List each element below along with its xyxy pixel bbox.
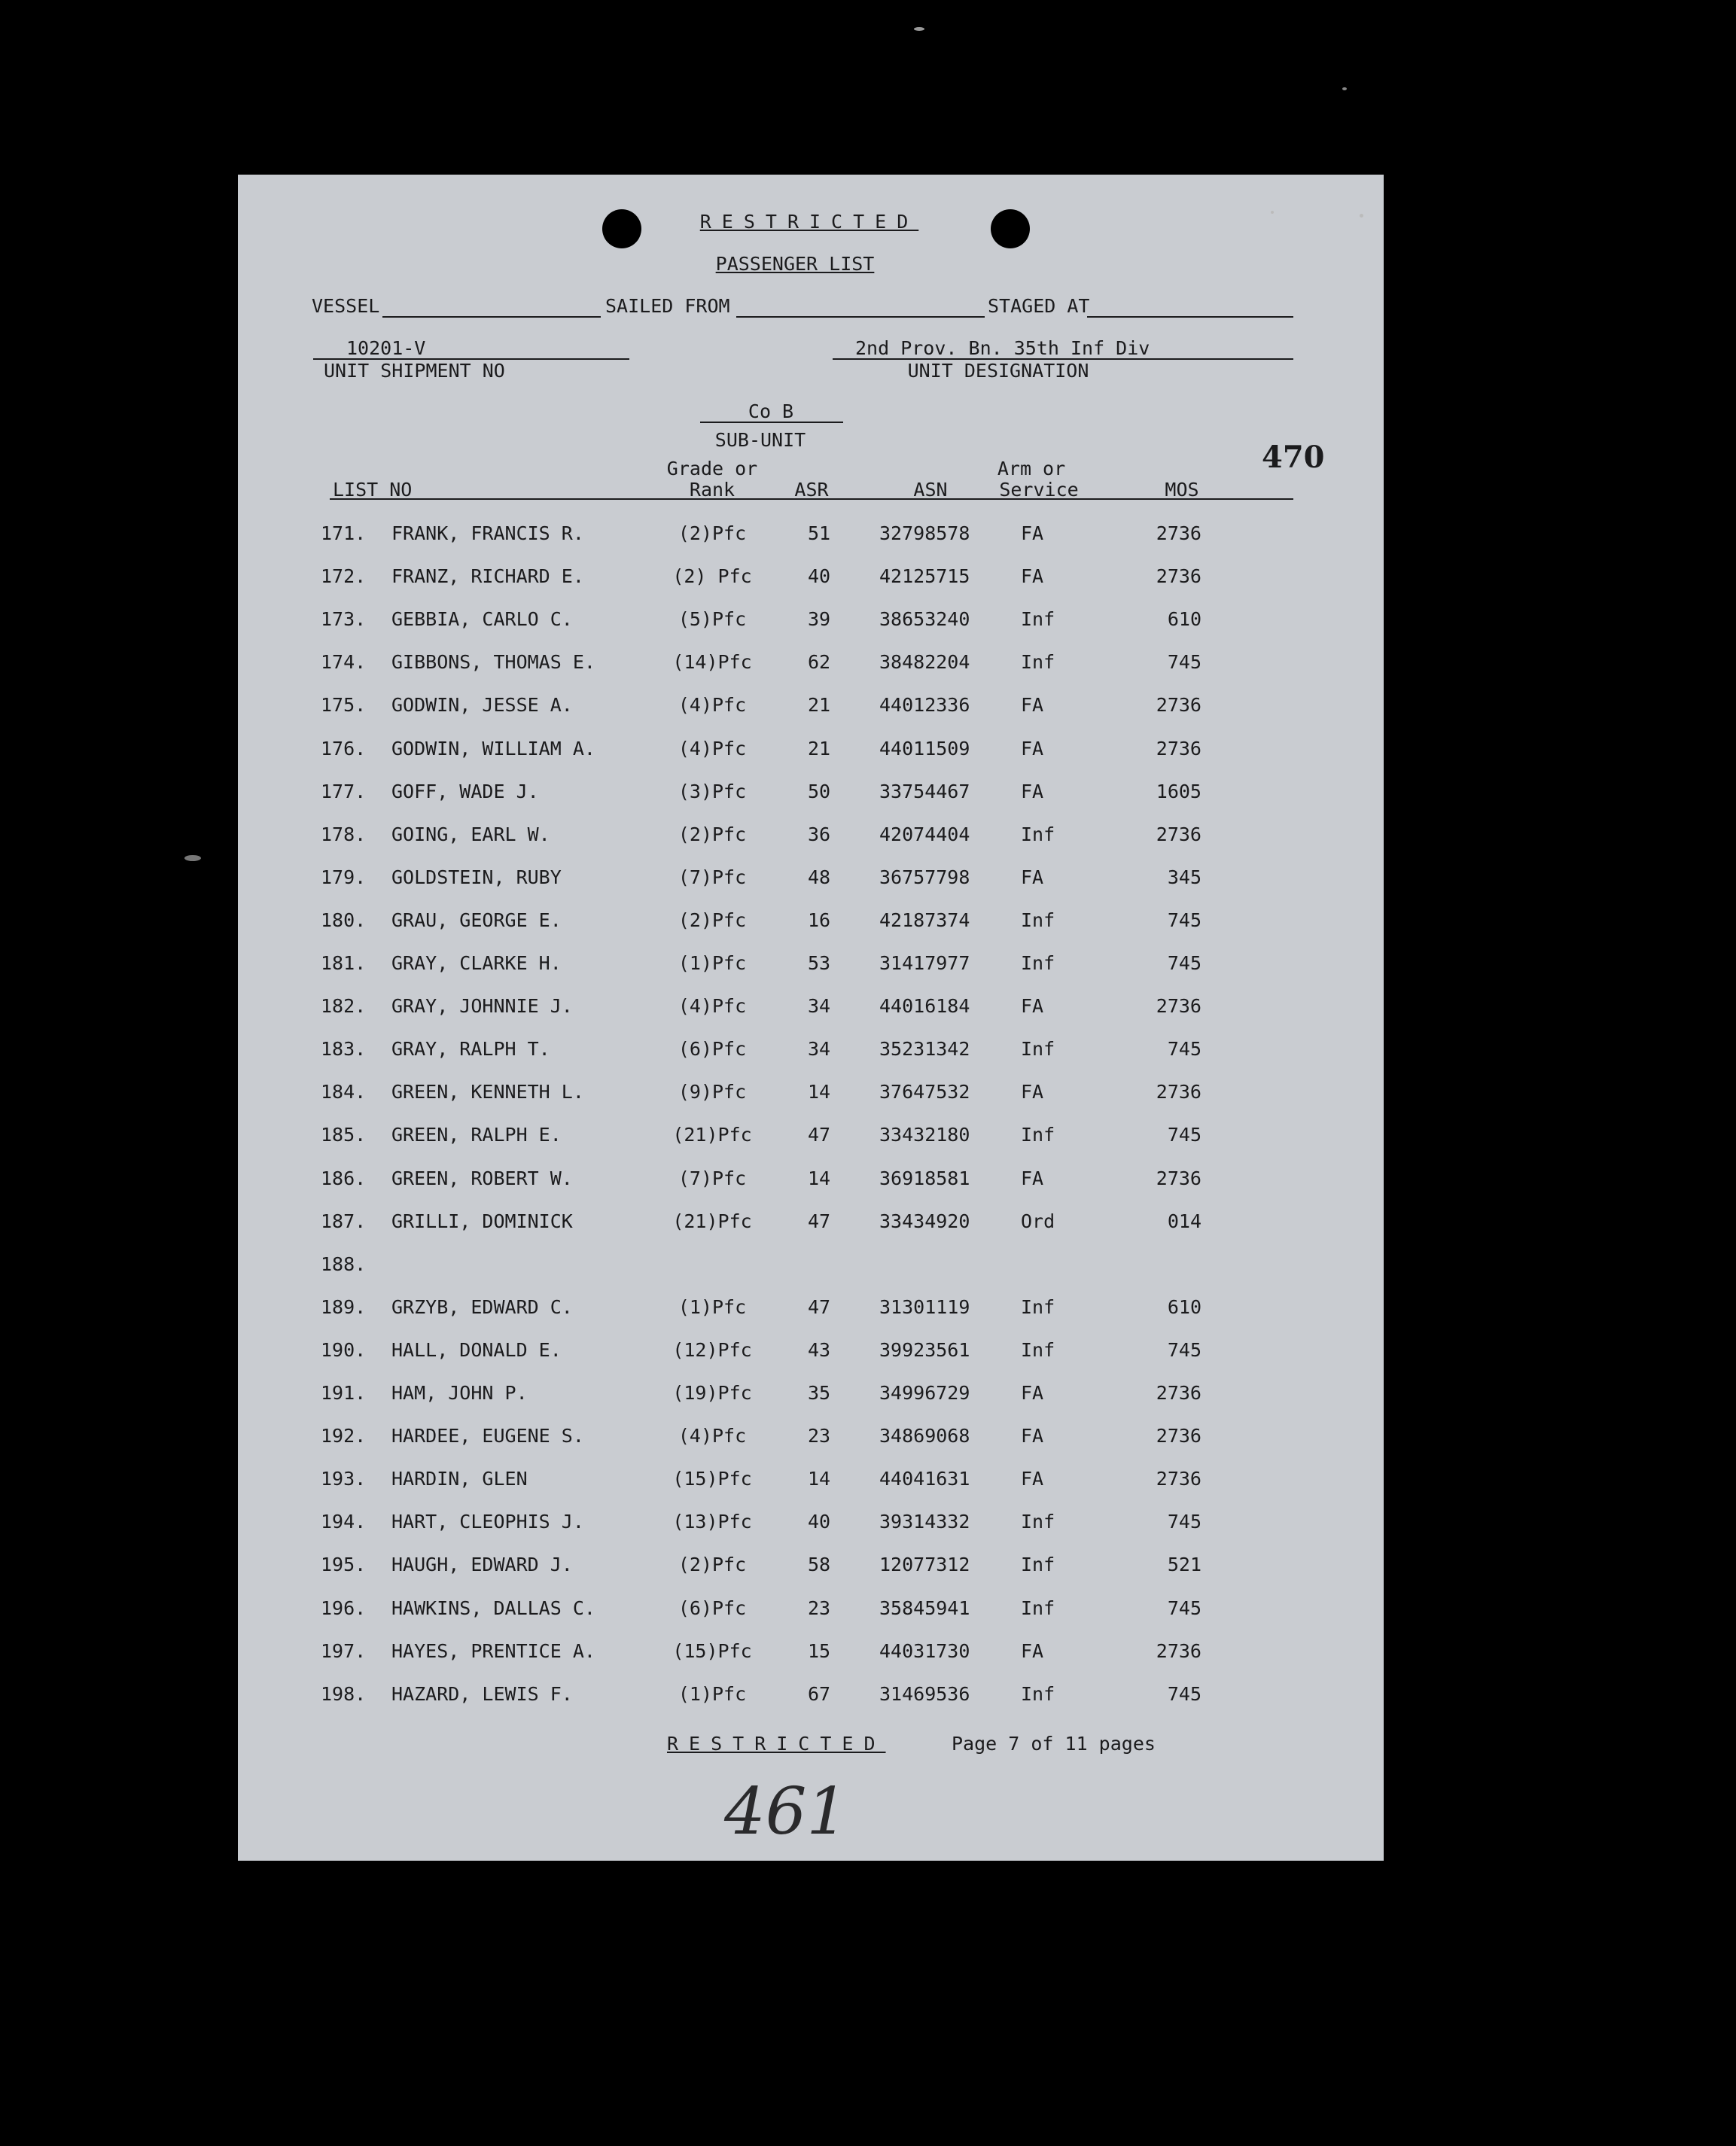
mos-cell: 2736 (1156, 1081, 1201, 1103)
sailed-from-line (736, 316, 985, 318)
name-cell: HARDIN, GLEN (391, 1468, 528, 1490)
mos-cell: 2736 (1156, 1425, 1201, 1447)
asr-cell: 53 (807, 952, 831, 974)
asr-cell: 14 (807, 1081, 831, 1103)
mos-cell: 2736 (1156, 1167, 1201, 1189)
asr-cell: 15 (807, 1640, 831, 1662)
asr-cell: 34 (807, 1038, 831, 1060)
asn-cell: 38482204 (879, 651, 970, 673)
name-cell: HAYES, PRENTICE A. (391, 1640, 595, 1662)
arm-cell: Inf (1021, 1296, 1055, 1318)
sub-unit: Co B (748, 400, 794, 422)
list-number-cell: 176. (321, 738, 367, 759)
document-sheet (238, 175, 1384, 1861)
grade-cell: (2)Pfc (678, 823, 747, 845)
name-cell: HAM, JOHN P. (391, 1382, 528, 1404)
grade-cell: (7)Pfc (678, 1167, 747, 1189)
asr-cell: 47 (807, 1124, 831, 1146)
list-number-cell: 195. (321, 1554, 367, 1575)
list-number-cell: 182. (321, 995, 367, 1017)
mos-cell: 745 (1167, 1038, 1201, 1060)
name-cell: GOING, EARL W. (391, 823, 550, 845)
asr-cell: 43 (807, 1339, 831, 1361)
list-number-cell: 178. (321, 823, 367, 845)
asn-cell: 42074404 (879, 823, 970, 845)
list-number-cell: 188. (321, 1253, 367, 1275)
grade-cell: (6)Pfc (678, 1038, 747, 1060)
name-cell: HAZARD, LEWIS F. (391, 1683, 573, 1705)
list-no-header: LIST NO (333, 479, 413, 501)
paper-speck (1360, 214, 1363, 218)
arm-cell: FA (1021, 1468, 1044, 1490)
name-cell: GREEN, ROBERT W. (391, 1167, 573, 1189)
asn-cell: 32798578 (879, 522, 970, 544)
asn-cell: 44041631 (879, 1468, 970, 1490)
arm-cell: Inf (1021, 823, 1055, 845)
asr-cell: 51 (807, 522, 831, 544)
list-number-cell: 181. (321, 952, 367, 974)
asn-cell: 33434920 (879, 1210, 970, 1232)
asr-cell: 40 (807, 1511, 831, 1533)
name-cell: GODWIN, WILLIAM A. (391, 738, 595, 759)
grade-cell: (13)Pfc (672, 1511, 752, 1533)
name-cell: GODWIN, JESSE A. (391, 694, 573, 716)
punch-hole-right (991, 209, 1030, 248)
classification-footer: RESTRICTED (667, 1733, 886, 1755)
list-number-cell: 193. (321, 1468, 367, 1490)
list-number-cell: 177. (321, 781, 367, 802)
arm-cell: Inf (1021, 1339, 1055, 1361)
name-cell: GRAU, GEORGE E. (391, 909, 562, 931)
mos-cell: 2736 (1156, 1640, 1201, 1662)
asr-cell: 48 (807, 866, 831, 888)
list-number-cell: 197. (321, 1640, 367, 1662)
sub-unit-line (700, 422, 843, 423)
arm-cell: FA (1021, 522, 1044, 544)
asn-cell: 42125715 (879, 565, 970, 587)
staged-at-label: STAGED AT (988, 295, 1090, 317)
grade-cell: (2) Pfc (672, 565, 752, 587)
mos-cell: 745 (1167, 1339, 1201, 1361)
mos-cell: 745 (1167, 1597, 1201, 1619)
asr-cell: 62 (807, 651, 831, 673)
grade-cell: (4)Pfc (678, 694, 747, 716)
asr-cell: 67 (807, 1683, 831, 1705)
asr-cell: 14 (807, 1167, 831, 1189)
list-number-cell: 180. (321, 909, 367, 931)
grade-cell: (15)Pfc (672, 1640, 752, 1662)
asr-header: ASR (794, 479, 829, 501)
document-title: PASSENGER LIST (715, 253, 875, 275)
arm-cell: Inf (1021, 1511, 1055, 1533)
grade-cell: (15)Pfc (672, 1468, 752, 1490)
asn-cell: 35845941 (879, 1597, 970, 1619)
asn-cell: 44011509 (879, 738, 970, 759)
asn-cell: 34869068 (879, 1425, 970, 1447)
mos-cell: 610 (1167, 608, 1201, 630)
list-number-cell: 187. (321, 1210, 367, 1232)
arm-cell: FA (1021, 1081, 1044, 1103)
mos-cell: 2736 (1156, 565, 1201, 587)
arm-cell: Inf (1021, 1554, 1055, 1575)
name-cell: GOLDSTEIN, RUBY (391, 866, 562, 888)
list-number-cell: 183. (321, 1038, 367, 1060)
list-number-cell: 196. (321, 1597, 367, 1619)
mos-cell: 345 (1167, 866, 1201, 888)
mos-cell: 745 (1167, 1683, 1201, 1705)
asn-cell: 44016184 (879, 995, 970, 1017)
asn-cell: 39923561 (879, 1339, 970, 1361)
arm-cell: FA (1021, 1640, 1044, 1662)
asn-cell: 33754467 (879, 781, 970, 802)
mos-cell: 2736 (1156, 995, 1201, 1017)
mos-cell: 1605 (1156, 781, 1201, 802)
mos-header: MOS (1165, 479, 1199, 501)
list-number-cell: 191. (321, 1382, 367, 1404)
mos-cell: 745 (1167, 952, 1201, 974)
asn-cell: 12077312 (879, 1554, 970, 1575)
list-number-cell: 190. (321, 1339, 367, 1361)
asr-cell: 16 (807, 909, 831, 931)
scan-speck (184, 855, 201, 861)
vessel-line (382, 316, 601, 318)
asr-cell: 47 (807, 1210, 831, 1232)
header-underline (330, 498, 1293, 500)
asn-cell: 31469536 (879, 1683, 970, 1705)
arm-cell: FA (1021, 1382, 1044, 1404)
asr-cell: 36 (807, 823, 831, 845)
grade-cell: (14)Pfc (672, 651, 752, 673)
sailed-from-label: SAILED FROM (605, 295, 730, 317)
arm-cell: FA (1021, 1167, 1044, 1189)
arm-cell: FA (1021, 1425, 1044, 1447)
mos-cell: 2736 (1156, 823, 1201, 845)
grade-cell: (2)Pfc (678, 522, 747, 544)
staged-at-line (1087, 316, 1293, 318)
asr-cell: 47 (807, 1296, 831, 1318)
asr-cell: 39 (807, 608, 831, 630)
arm-cell: Inf (1021, 608, 1055, 630)
arm-cell: FA (1021, 694, 1044, 716)
mos-cell: 610 (1167, 1296, 1201, 1318)
list-number-cell: 192. (321, 1425, 367, 1447)
list-number-cell: 174. (321, 651, 367, 673)
scan-speck (1342, 87, 1347, 90)
asr-cell: 58 (807, 1554, 831, 1575)
asn-cell: 31417977 (879, 952, 970, 974)
grade-cell: (4)Pfc (678, 738, 747, 759)
arm-cell: FA (1021, 565, 1044, 587)
classification-header: RESTRICTED (699, 211, 919, 233)
name-cell: GRZYB, EDWARD C. (391, 1296, 573, 1318)
asn-cell: 33432180 (879, 1124, 970, 1146)
arm-cell: FA (1021, 738, 1044, 759)
mos-cell: 2736 (1156, 738, 1201, 759)
asn-cell: 44012336 (879, 694, 970, 716)
grade-cell: (3)Pfc (678, 781, 747, 802)
grade-cell: (4)Pfc (678, 1425, 747, 1447)
grade-cell: (2)Pfc (678, 909, 747, 931)
grade-cell: (9)Pfc (678, 1081, 747, 1103)
name-cell: GREEN, KENNETH L. (391, 1081, 584, 1103)
name-cell: GREEN, RALPH E. (391, 1124, 562, 1146)
name-cell: GRAY, RALPH T. (391, 1038, 550, 1060)
asr-cell: 40 (807, 565, 831, 587)
grade-cell: (6)Pfc (678, 1597, 747, 1619)
name-cell: HAWKINS, DALLAS C. (391, 1597, 595, 1619)
arm-cell: Inf (1021, 1597, 1055, 1619)
asn-cell: 36918581 (879, 1167, 970, 1189)
sub-unit-label: SUB-UNIT (714, 429, 806, 451)
mos-cell: 2736 (1156, 522, 1201, 544)
unit-designation-label: UNIT DESIGNATION (907, 360, 1089, 382)
grade-cell: (2)Pfc (678, 1554, 747, 1575)
name-cell: HAUGH, EDWARD J. (391, 1554, 573, 1575)
asr-cell: 21 (807, 694, 831, 716)
mos-cell: 521 (1167, 1554, 1201, 1575)
grade-cell: (21)Pfc (672, 1124, 752, 1146)
paper-speck (1271, 211, 1274, 214)
arm-header-line1: Arm or (997, 458, 1066, 479)
name-cell: GEBBIA, CARLO C. (391, 608, 573, 630)
grade-cell: (1)Pfc (678, 952, 747, 974)
list-number-cell: 172. (321, 565, 367, 587)
punch-hole-left (602, 209, 641, 248)
name-cell: HALL, DONALD E. (391, 1339, 562, 1361)
grade-cell: (7)Pfc (678, 866, 747, 888)
asn-cell: 44031730 (879, 1640, 970, 1662)
name-cell: HART, CLEOPHIS J. (391, 1511, 584, 1533)
name-cell: FRANK, FRANCIS R. (391, 522, 584, 544)
list-number-cell: 185. (321, 1124, 367, 1146)
list-number-cell: 198. (321, 1683, 367, 1705)
mos-cell: 2736 (1156, 1468, 1201, 1490)
list-number-cell: 175. (321, 694, 367, 716)
asr-cell: 35 (807, 1382, 831, 1404)
grade-cell: (5)Pfc (678, 608, 747, 630)
list-number-cell: 173. (321, 608, 367, 630)
arm-cell: FA (1021, 995, 1044, 1017)
arm-cell: Inf (1021, 952, 1055, 974)
asr-cell: 23 (807, 1597, 831, 1619)
name-cell: GRILLI, DOMINICK (391, 1210, 573, 1232)
vessel-label: VESSEL (312, 295, 380, 317)
grade-cell: (19)Pfc (672, 1382, 752, 1404)
asn-header: ASN (913, 479, 948, 501)
unit-designation: 2nd Prov. Bn. 35th Inf Div (855, 337, 1150, 359)
grade-cell: (4)Pfc (678, 995, 747, 1017)
asr-cell: 14 (807, 1468, 831, 1490)
asn-cell: 36757798 (879, 866, 970, 888)
grade-header-line1: Grade or (666, 458, 758, 479)
page-info: Page 7 of 11 pages (952, 1733, 1156, 1755)
grade-cell: (21)Pfc (672, 1210, 752, 1232)
arm-cell: Inf (1021, 909, 1055, 931)
mos-cell: 745 (1167, 909, 1201, 931)
arm-cell: Ord (1021, 1210, 1055, 1232)
grade-cell: (1)Pfc (678, 1683, 747, 1705)
name-cell: GRAY, JOHNNIE J. (391, 995, 573, 1017)
asn-cell: 38653240 (879, 608, 970, 630)
asn-cell: 37647532 (879, 1081, 970, 1103)
list-number-cell: 186. (321, 1167, 367, 1189)
mos-cell: 745 (1167, 1124, 1201, 1146)
grade-cell: (1)Pfc (678, 1296, 747, 1318)
asr-cell: 34 (807, 995, 831, 1017)
asn-cell: 31301119 (879, 1296, 970, 1318)
asr-cell: 21 (807, 738, 831, 759)
name-cell: GIBBONS, THOMAS E. (391, 651, 595, 673)
asr-cell: 23 (807, 1425, 831, 1447)
arm-cell: Inf (1021, 651, 1055, 673)
list-number-cell: 179. (321, 866, 367, 888)
list-number-cell: 194. (321, 1511, 367, 1533)
stamp-number: 470 (1262, 440, 1325, 475)
name-cell: FRANZ, RICHARD E. (391, 565, 584, 587)
list-number-cell: 171. (321, 522, 367, 544)
asn-cell: 39314332 (879, 1511, 970, 1533)
arm-header-line2: Service (999, 479, 1079, 501)
list-number-cell: 184. (321, 1081, 367, 1103)
mos-cell: 014 (1167, 1210, 1201, 1232)
name-cell: GOFF, WADE J. (391, 781, 539, 802)
arm-cell: Inf (1021, 1038, 1055, 1060)
unit-shipment-label: UNIT SHIPMENT NO (324, 360, 505, 382)
mos-cell: 2736 (1156, 1382, 1201, 1404)
grade-cell: (12)Pfc (672, 1339, 752, 1361)
name-cell: GRAY, CLARKE H. (391, 952, 562, 974)
asr-cell: 50 (807, 781, 831, 802)
asn-cell: 34996729 (879, 1382, 970, 1404)
list-number-cell: 189. (321, 1296, 367, 1318)
scan-speck (914, 27, 924, 31)
arm-cell: Inf (1021, 1124, 1055, 1146)
handwritten-page-number: 461 (724, 1774, 848, 1849)
arm-cell: FA (1021, 781, 1044, 802)
asn-cell: 35231342 (879, 1038, 970, 1060)
asn-cell: 42187374 (879, 909, 970, 931)
name-cell: HARDEE, EUGENE S. (391, 1425, 584, 1447)
mos-cell: 745 (1167, 651, 1201, 673)
arm-cell: Inf (1021, 1683, 1055, 1705)
arm-cell: FA (1021, 866, 1044, 888)
grade-header-line2: Rank (689, 479, 736, 501)
mos-cell: 2736 (1156, 694, 1201, 716)
unit-shipment-number: 10201-V (346, 337, 426, 359)
mos-cell: 745 (1167, 1511, 1201, 1533)
